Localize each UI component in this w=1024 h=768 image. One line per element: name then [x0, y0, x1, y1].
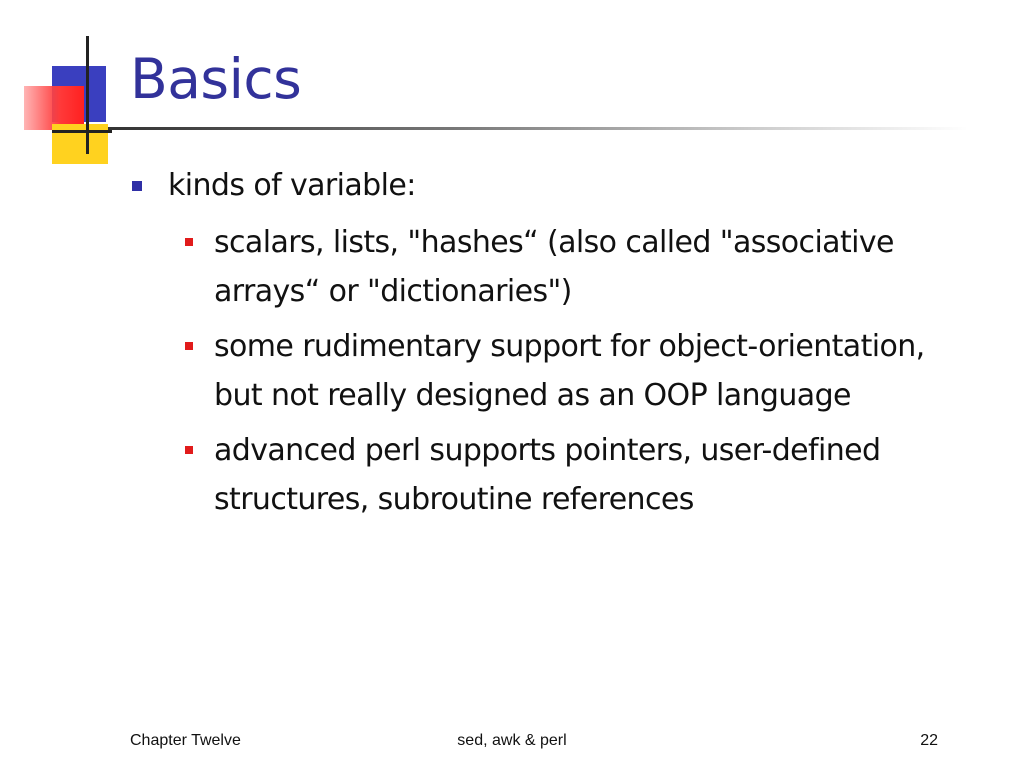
sub-bullet-text: scalars, lists, "hashes“ (also called "associative arrays“ or "dictionaries"): [214, 225, 894, 309]
sub-bullet-text: some rudimentary support for object-orientation, but not really designed as an OOP language: [214, 329, 925, 413]
red-square-bullet-icon: [185, 342, 193, 350]
footer-course-title: sed, awk & perl: [457, 732, 567, 749]
bullet-level-1: [168, 164, 968, 208]
blue-square-bullet-icon: [132, 181, 142, 191]
sub-bullet-list: [214, 218, 968, 524]
bullet-text-kinds-of-variable: kinds of variable:: [168, 168, 416, 203]
sub-bullet-object-orientation: [214, 322, 968, 420]
sub-bullet-text: advanced perl supports pointers, user-defined structures, subroutine references: [214, 433, 881, 517]
slide-title: Basics: [130, 47, 302, 111]
red-square-bullet-icon: [185, 238, 193, 246]
logo-vertical-line: [86, 36, 89, 154]
red-square-bullet-icon: [185, 446, 193, 454]
footer-chapter: Chapter Twelve: [130, 732, 241, 749]
slide-body: [168, 164, 968, 530]
logo-horizontal-line: [52, 130, 112, 133]
sub-bullet-advanced-perl: [214, 426, 968, 524]
sub-bullet-scalars-lists-hashes: [214, 218, 968, 316]
footer-page-number: 22: [920, 732, 938, 749]
title-underline-rule: [108, 127, 968, 130]
